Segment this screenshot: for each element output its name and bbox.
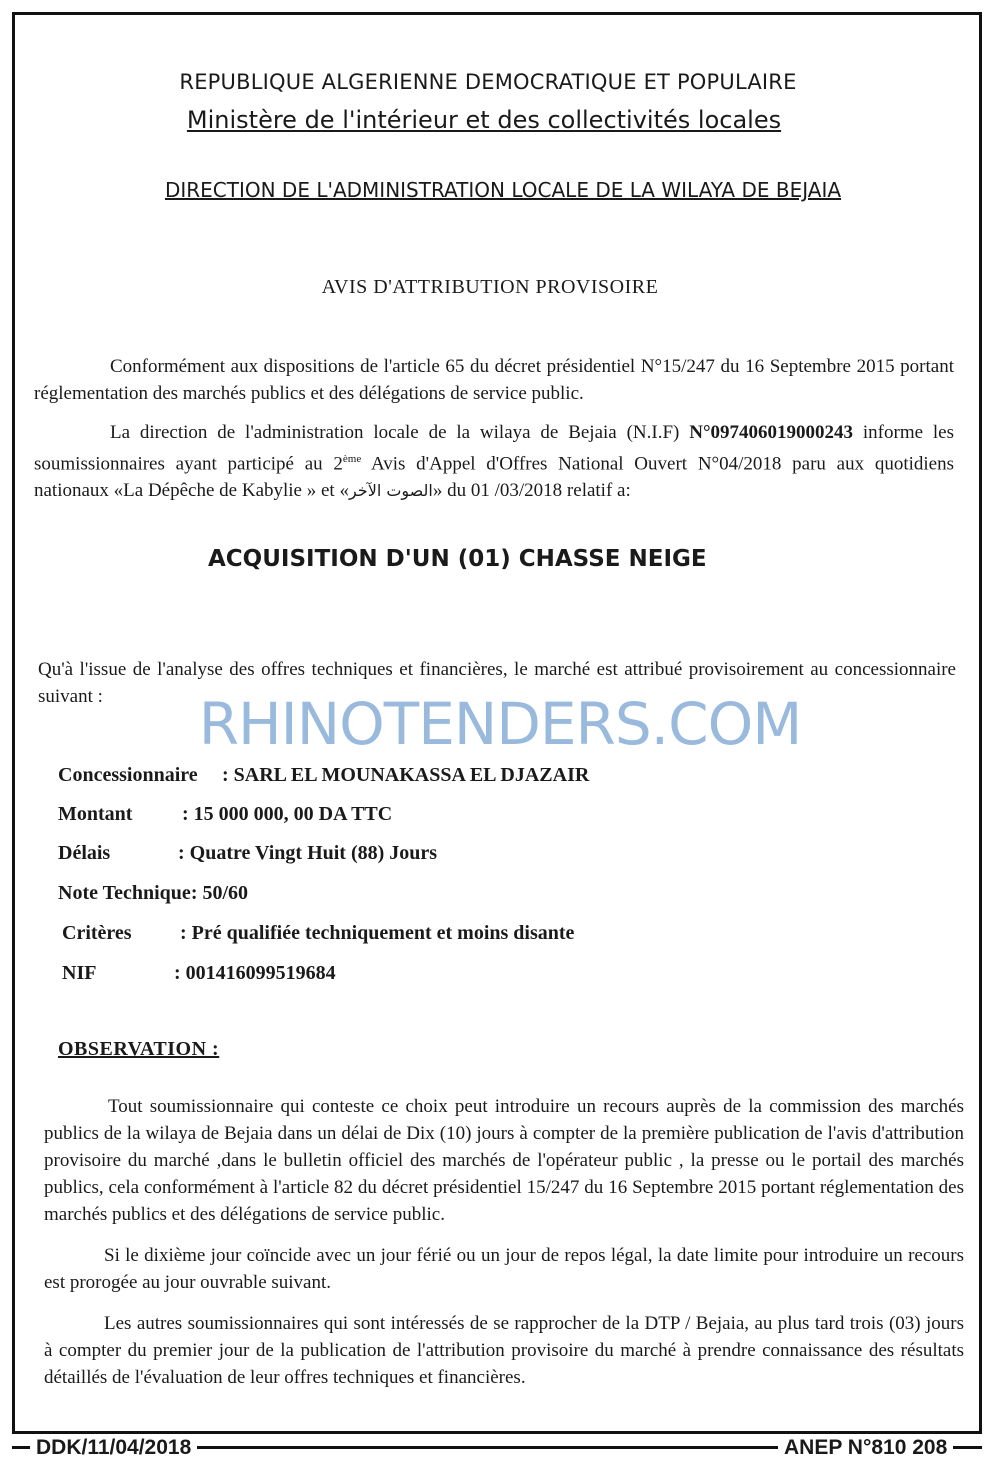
detail-criteres: Critères : Pré qualifiée techniquement et moins disante <box>62 922 575 944</box>
detail-note-technique: Note Technique: 50/60 <box>58 882 249 904</box>
observation-paragraph-1: Tout soumissionnaire qui conteste ce choix peut introduire un recours auprès de la commission des marchés publics de la wilaya de Bejaia dans un délai de Dix (10) jours à compter de la première publication de l'avis d'attribution provisoire du marché ,dans le bulletin officiel des marchés de l'opérateur public , la presse ou le portail des marchés publics, cela conformément à l'article 82 du décret présidentiel 15/247 du 16 Septembre 2015 portant réglementation des marchés publics et des délégations de service public. <box>44 1096 964 1225</box>
notice-paragraph-2: La direction de l'administration locale de la wilaya de Bejaia (N.I.F) N°097406019000243 informe les soumissionnaires ayant participé au 2ème Avis d'Appel d'Offres National Ouvert N°04/2018 paru aux quotidiens nationaux «La Dépêche de Kabylie » et «الصوت الآخر» du 01 /03/2018 relatif a: <box>34 422 955 502</box>
detail-delais: Délais : Quatre Vingt Huit (88) Jours <box>58 842 438 864</box>
footer-right-reference: ANEP N°810 208 <box>778 1436 953 1460</box>
notice-subject: ACQUISITION D'UN (01) CHASSE NEIGE <box>208 546 707 572</box>
notice-paragraph-1: Conformément aux dispositions de l'article 65 du décret présidentiel N°15/247 du 16 Septembre 2015 portant réglementation des marchés publics et des délégations de service public. <box>34 356 954 404</box>
observation-paragraph-3: Les autres soumissionnaires qui sont intéressés de se rapprocher de la DTP / Bejaia, au plus tard trois (03) jours à compter du premier jour de la publication de l'attribution provisoire du marché à prendre connaissance des résultats détaillés de l'évaluation de leur offres techniques et financières. <box>44 1313 964 1388</box>
direction-header: DIRECTION DE L'ADMINISTRATION LOCALE DE LA WILAYA DE BEJAIA <box>164 178 842 202</box>
footer-left-reference: DDK/11/04/2018 <box>30 1436 197 1460</box>
arabic-newspaper-name: الصوت الآخر <box>348 481 433 501</box>
observation-title: OBSERVATION : <box>58 1038 220 1060</box>
ministry-header: Ministère de l'intérieur et des collectivités locales <box>186 106 782 134</box>
republic-header: REPUBLIQUE ALGERIENNE DEMOCRATIQUE ET POPULAIRE <box>179 70 797 94</box>
notice-title: AVIS D'ATTRIBUTION PROVISOIRE <box>321 276 659 298</box>
detail-concessionnaire: Concessionnaire : SARL EL MOUNAKASSA EL DJAZAIR <box>58 764 590 786</box>
detail-nif: NIF : 001416099519684 <box>62 962 336 984</box>
notice-paragraph-3: Qu'à l'issue de l'analyse des offres techniques et financières, le marché est attribué provisoirement au concessionnaire suivant : <box>38 659 956 707</box>
watermark: RHINOTENDERS.COM <box>198 690 802 758</box>
nif-number: N°097406019000243 <box>689 422 854 443</box>
observation-paragraph-2: Si le dixième jour coïncide avec un jour férié ou un jour de repos légal, la date limite pour introduire un recours est prorogée au jour ouvrable suivant. <box>44 1245 964 1293</box>
detail-montant: Montant : 15 000 000, 00 DA TTC <box>58 803 393 825</box>
